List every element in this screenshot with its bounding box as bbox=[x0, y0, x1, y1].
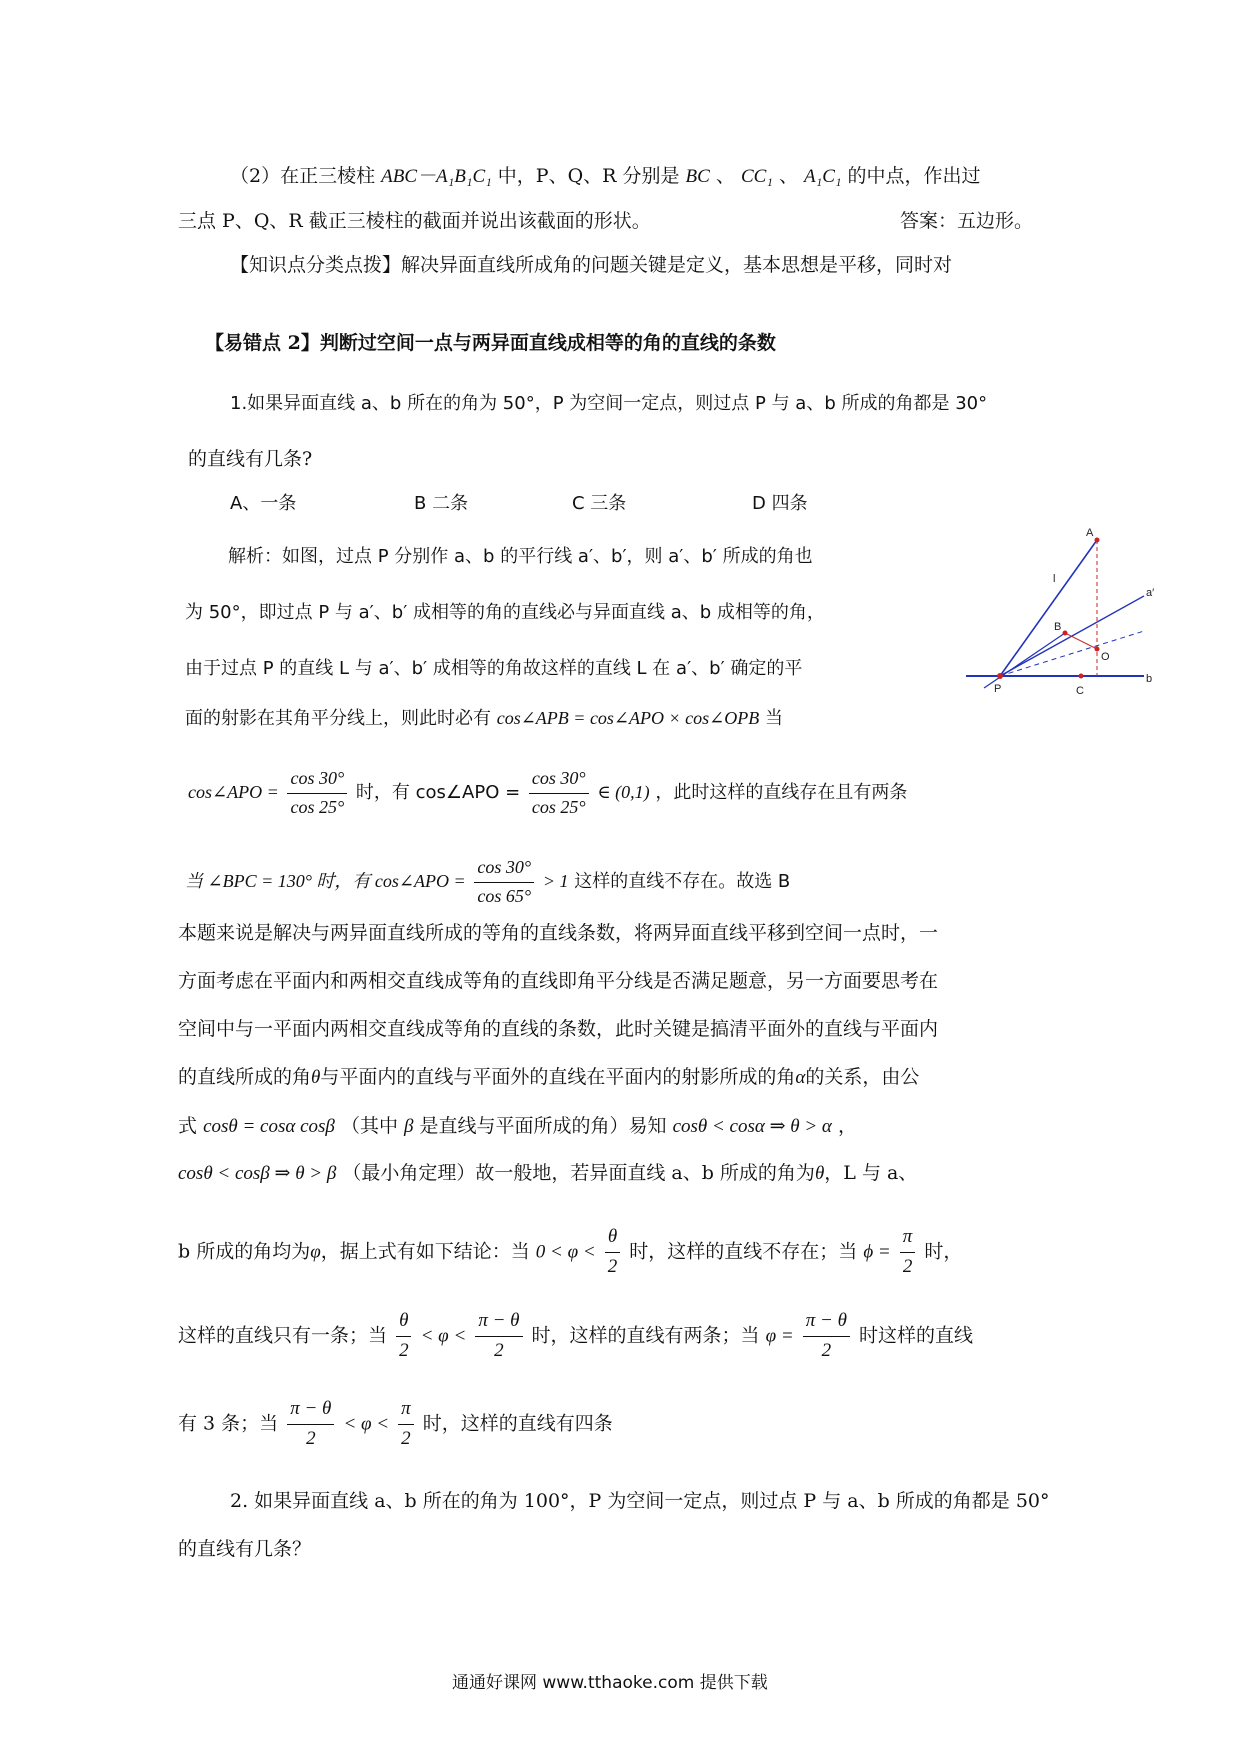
formula-cos-product: cosθ = cosα cosβ bbox=[203, 1116, 335, 1137]
discussion-line-6: cosθ < cosβ ⇒ θ > β （最小角定理）故一般地，若异面直线 a、b 所成的角为θ，L 与 a、 bbox=[178, 1162, 918, 1184]
solution-line-1: 解析：如图，过点 P 分别作 a、b 的平行线 a′、b′，则 a′、b′ 所成的角也 bbox=[228, 546, 813, 567]
minimum-angle-formula: cosθ < cosβ ⇒ θ > β bbox=[178, 1163, 337, 1184]
line-l bbox=[1000, 540, 1097, 676]
geometry-figure bbox=[960, 520, 1160, 700]
prism-name: ABC－A₁B₁C₁ bbox=[381, 166, 492, 187]
discussion-line-7: b 所成的角均为φ，据上式有如下结论：当 0 < φ < $\frac{\theta}{2}$ 时，这样的直线不存在；当 ϕ = $\frac{\pi}{2}$ 时， bbox=[178, 1226, 963, 1277]
discussion-line-3: 空间中与一平面内两相交直线成等角的直线的条数，此时关键是搞清平面外的直线与平面内 bbox=[178, 1018, 939, 1040]
label-a-prime: a′ bbox=[1146, 587, 1155, 599]
solution-line-6: 当 ∠BPC = 130° 时，有 cos∠APO = $\frac{\cos 30^\circ}{\cos 65^\circ}$ > 1 这样的直线不存在。故选 B bbox=[185, 857, 791, 906]
problem-2-answer: 答案：五边形。 bbox=[900, 210, 1034, 232]
option-a: A、一条 bbox=[230, 493, 297, 514]
label-l: l bbox=[1053, 573, 1056, 585]
option-c: C 三条 bbox=[572, 493, 627, 514]
option-b: B 二条 bbox=[414, 493, 469, 514]
footer: 通通好课网 www.tthaoke.com 提供下载 bbox=[452, 1673, 768, 1693]
bisector-dashed bbox=[1000, 631, 1144, 676]
discussion-line-8: 这样的直线只有一条；当 $\frac{\theta}{2}$ < φ < $\frac{\pi - \theta}{2}$ 时，这样的直线有两条；当 φ = $\frac{\pi - \theta}{2}$ 时这样的直线 bbox=[178, 1310, 973, 1361]
label-o: O bbox=[1101, 651, 1110, 663]
point-o bbox=[1095, 647, 1100, 652]
label-b-line: b bbox=[1146, 673, 1153, 685]
problem-2-line-1: （2）在正三棱柱 ABC－A₁B₁C₁ 中，P、Q、R 分别是 BC 、 CC₁ 、 A₁C₁ 的中点，作出过 bbox=[230, 165, 981, 187]
discussion-line-4: 的直线所成的角θ与平面内的直线与平面外的直线在平面内的射影所成的角α的关系，由公 bbox=[178, 1066, 920, 1088]
point-c bbox=[1079, 674, 1084, 679]
point-a bbox=[1095, 538, 1100, 543]
label-a: A bbox=[1086, 527, 1094, 539]
point-b bbox=[1063, 631, 1068, 636]
point-p bbox=[997, 673, 1003, 679]
solution-line-3: 由于过点 P 的直线 L 与 a′、b′ 成相等的角故这样的直线 L 在 a′、b′ 确定的平 bbox=[185, 658, 803, 679]
label-c: C bbox=[1076, 685, 1084, 697]
option-d: D 四条 bbox=[752, 493, 808, 514]
discussion-line-2: 方面考虑在平面内和两相交直线成等角的直线即角平分线是否满足题意，另一方面要思考在 bbox=[178, 970, 939, 992]
solution-line-4: 面的射影在其角平分线上，则此时必有 cos∠APB = cos∠APO × cos∠OPB 当 bbox=[185, 708, 783, 729]
cosine-identity: cos∠APB = cos∠APO × cos∠OPB bbox=[496, 708, 760, 728]
discussion-line-9: 有 3 条；当 $\frac{\pi - \theta}{2}$ < φ < $\frac{\pi}{2}$ 时，这样的直线有四条 bbox=[178, 1398, 613, 1449]
label-b-point: B bbox=[1054, 621, 1062, 633]
question-1-line-1: 1.如果异面直线 a、b 所在的角为 50°，P 为空间一定点，则过点 P 与 a、b 所成的角都是 30° bbox=[230, 393, 988, 414]
question-2-line-2: 的直线有几条？ bbox=[178, 1538, 312, 1560]
discussion-line-1: 本题来说是解决与两异面直线所成的等角的直线条数，将两异面直线平移到空间一点时，一 bbox=[178, 922, 939, 944]
discussion-line-5: 式 cosθ = cosα cosβ （其中 β 是直线与平面所成的角）易知 cosθ < cosα ⇒ θ > α ， bbox=[178, 1115, 857, 1137]
segment-bo bbox=[1065, 633, 1097, 649]
question-1-line-2: 的直线有几条? bbox=[188, 448, 313, 470]
problem-2-line-2: 三点 P、Q、R 截正三棱柱的截面并说出该截面的形状。 bbox=[178, 210, 651, 232]
section-heading: 【易错点 2】判断过空间一点与两异面直线成相等的角的直线的条数 bbox=[205, 332, 776, 354]
solution-line-5: cos∠APO = $\frac{\cos 30^\circ}{\cos 25^\circ}$ 时，有 cos∠APO = $\frac{\cos 30^\circ}{\cos 25^\circ}$ ∈ (0,1) ，此时这样的直线存在且有两条 bbox=[188, 768, 908, 817]
question-2-line-1: 2. 如果异面直线 a、b 所在的角为 100°，P 为空间一定点，则过点 P 与 a、b 所成的角都是 50° bbox=[230, 1490, 1050, 1512]
solution-line-2: 为 50°，即过点 P 与 a′、b′ 成相等的角的直线必与异面直线 a、b 成相等的角， bbox=[185, 602, 825, 623]
label-p: P bbox=[994, 683, 1002, 695]
knowledge-note: 【知识点分类点拨】解决异面直线所成角的问题关键是定义，基本思想是平移，同时对 bbox=[230, 254, 953, 276]
